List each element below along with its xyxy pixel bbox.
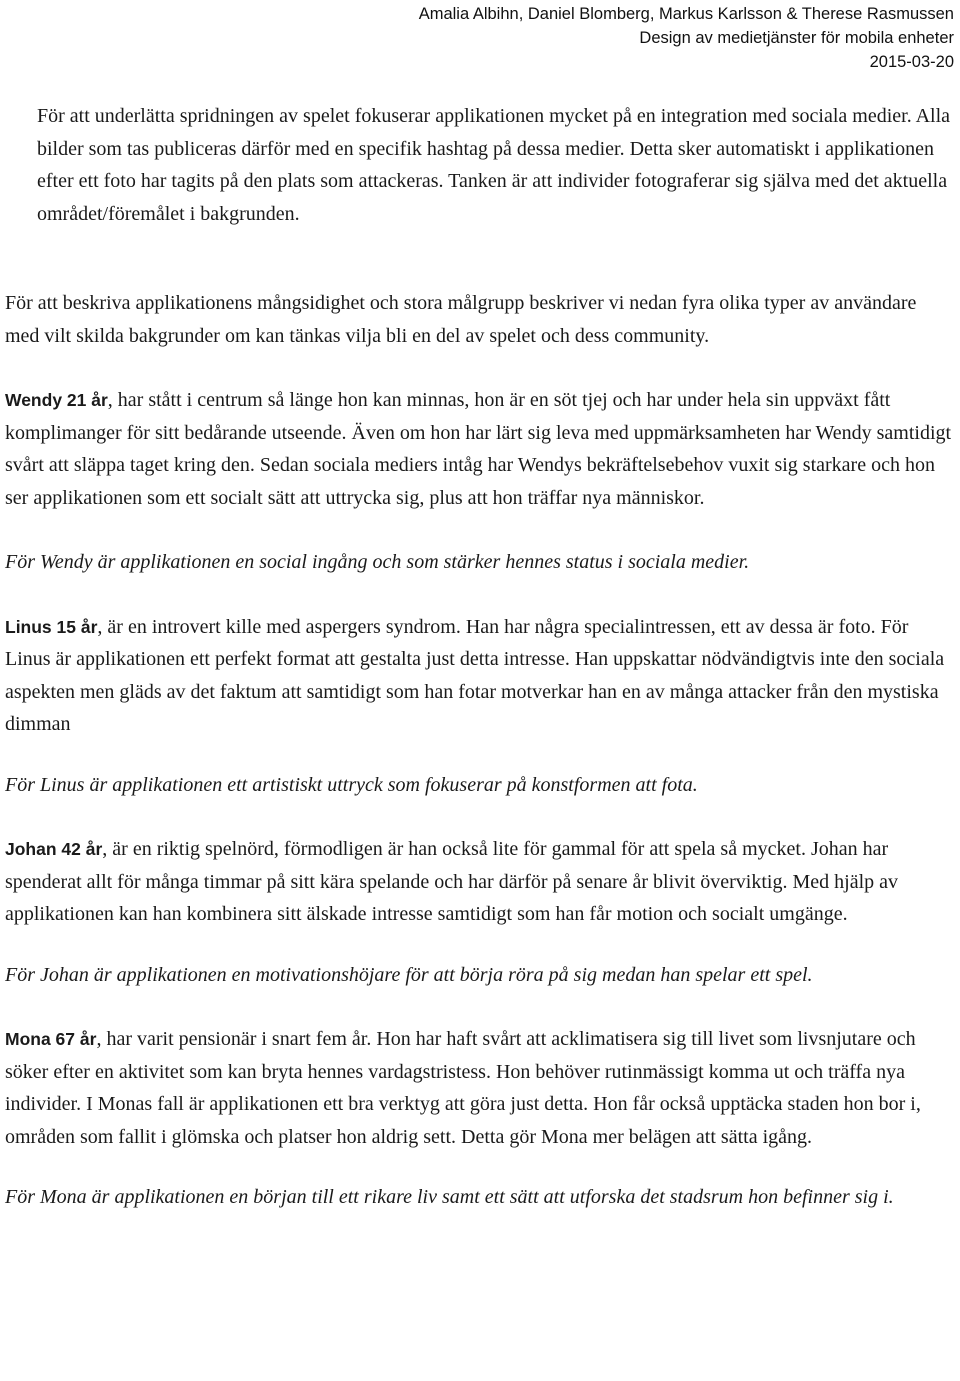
persona-johan	[5, 833, 955, 931]
persona-summary: För Linus är applikationen ett artistiskt uttryck som fokuserar på konstformen att fota.	[5, 773, 698, 796]
intro-paragraph: För att underlätta spridningen av spelet fokuserar applikationen mycket på en integration med sociala medier. Alla bilder som tas publiceras därför med en specifik hashtag på dessa medier. Detta sker automatiskt i applikationen efter ett foto har tagits på den plats som attackeras. Tanken är att individer fotograferar sig själva med det aktuella området/föremålet i bakgrunden.	[37, 105, 951, 225]
persona-summary: För Johan är applikationen en motivationshöjare för att börja röra på sig medan han spelar ett spel.	[5, 963, 813, 986]
persona-description: , har varit pensionär i snart fem år. Hon har haft svårt att acklimatisera sig till livet som livsnjutare och söker efter en aktivitet som kan bryta hennes vardagstristess. Hon behöver rutinmässigt komma ut och träffa nya individer. I Monas fall är applikationen ett bra verktyg att göra just detta. Hon får också upptäcka staden hon bor i, områden som fallit i glömska och platser hon aldrig sett. Detta gör Mona mer belägen att sätta igång.	[5, 1028, 921, 1148]
header-date: 2015-03-20	[869, 53, 954, 71]
overview-paragraph: För att beskriva applikationens mångsidighet och stora målgrupp beskriver vi nedan fyra olika typer av användare med vilt skilda bakgrunder om kan tänkas vilja bli en del av spelet och dess community.	[5, 292, 917, 347]
persona-mona	[5, 1023, 955, 1153]
persona-description: , är en introvert kille med aspergers syndrom. Han har några specialintressen, ett av dessa är foto. För Linus är applikationen ett perfekt format att gestalta just detta intresse. Han uppskattar nödvändigtvis inte den sociala aspekten men gläds av det faktum att samtidigt som han fotar motverkar han en av många attacker från den mystiska dimman	[5, 615, 945, 735]
persona-description: , är en riktig spelnörd, förmodligen är han också lite för gammal för att spela så mycket. Johan har spenderat allt för många timmar på sitt kära spelande och har därför på senare år blivit överviktig. Med hjälp av applikationen kan han kombinera sitt älskade intresse samtidigt som han får motion och socialt umgänge.	[5, 838, 899, 925]
persona-name: Johan 42 år	[5, 839, 103, 859]
document-body	[5, 100, 955, 1214]
header-title: Design av medietjänster för mobila enheter	[639, 29, 954, 47]
persona-name: Mona 67 år	[5, 1029, 97, 1049]
page-header	[419, 2, 954, 74]
persona-wendy	[5, 384, 955, 514]
header-authors: Amalia Albihn, Daniel Blomberg, Markus Karlsson & Therese Rasmussen	[418, 5, 954, 23]
persona-linus	[5, 611, 955, 741]
persona-summary: För Mona är applikationen en början till ett rikare liv samt ett sätt att utforska det stadsrum hon befinner sig i.	[5, 1186, 894, 1208]
persona-name: Linus 15 år	[5, 616, 98, 637]
persona-name: Wendy 21 år	[5, 390, 108, 410]
persona-description: , har stått i centrum så länge hon kan minnas, hon är en söt tjej och har under hela sin uppväxt fått komplimanger för sitt bedårande utseende. Även om hon har lärt sig leva med uppmärksamheten har Wendy samtidigt svårt att släppa taget kring den. Sedan sociala mediers intåg har Wendys bekräftelsebehov vuxit sig starkare och hon ser applikationen som ett socialt sätt att uttrycka sig, plus att hon träffar nya människor.	[5, 389, 952, 509]
persona-summary: För Wendy är applikationen en social ingång och som stärker hennes status i sociala medier.	[5, 551, 750, 573]
